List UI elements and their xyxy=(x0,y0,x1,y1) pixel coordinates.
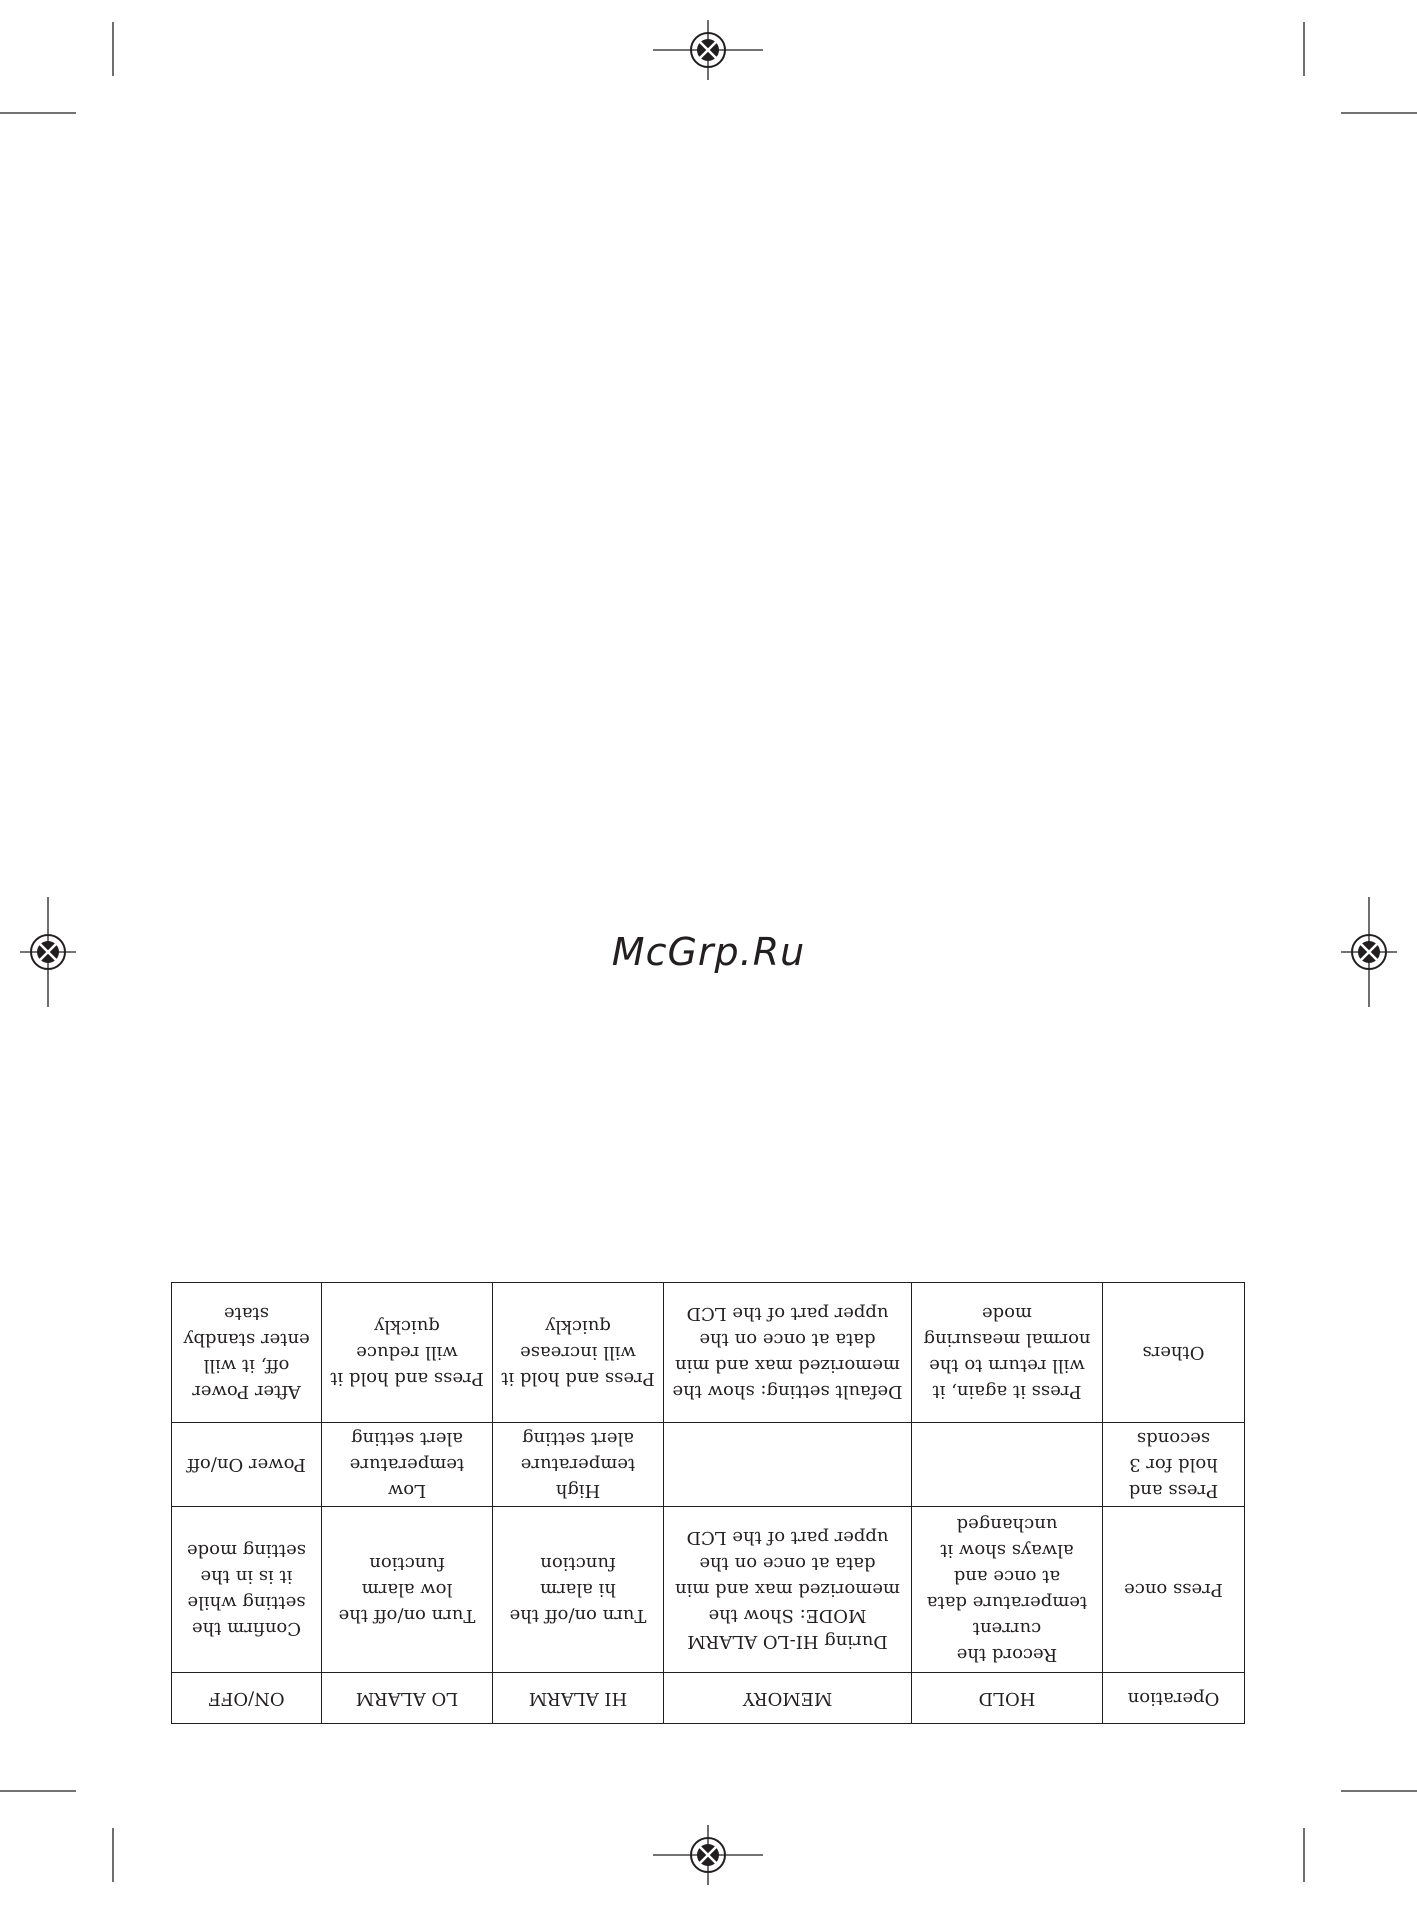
registration-mark-icon xyxy=(653,20,763,80)
watermark: McGrp.Ru xyxy=(611,930,806,974)
header-hi-alarm: HI ALARM xyxy=(493,1673,664,1724)
table-cell: Press and hold it will increase quickly xyxy=(493,1283,664,1423)
table-cell: Press and hold it will reduce quickly xyxy=(322,1283,493,1423)
table-cell: After Power off, it will enter standby state xyxy=(172,1283,322,1423)
table-cell: Power On/off xyxy=(172,1423,322,1507)
table-header-row xyxy=(172,1673,1245,1724)
table-cell: Press it again, it will return to the normal measuring mode xyxy=(912,1283,1103,1423)
table-cell: Turn on/off the low alarm function xyxy=(322,1507,493,1673)
table-cell: Press and hold for 3 seconds xyxy=(1103,1423,1245,1507)
table-cell: Default setting: show the memorized max and min data at once on the upper part of the LCD xyxy=(664,1283,912,1423)
header-lo-alarm: LO ALARM xyxy=(322,1673,493,1724)
table-cell: Turn on/off the hi alarm function xyxy=(493,1507,664,1673)
table-cell: Press once xyxy=(1103,1507,1245,1673)
crop-mark-icon xyxy=(0,22,113,113)
registration-mark-icon xyxy=(653,1825,763,1885)
crop-mark-icon xyxy=(0,1791,113,1882)
header-operation: Operation xyxy=(1103,1673,1245,1724)
table-cell: Others xyxy=(1103,1283,1245,1423)
header-memory: MEMORY xyxy=(664,1673,912,1724)
header-on-off: ON/OFF xyxy=(172,1673,322,1724)
header-hold: HOLD xyxy=(912,1673,1103,1724)
crop-mark-icon xyxy=(1304,1791,1417,1882)
table-row xyxy=(172,1283,1245,1423)
table-cell: Low temperature alert setting xyxy=(322,1423,493,1507)
table-cell xyxy=(912,1423,1103,1507)
operations-table-rotated xyxy=(172,1286,1245,1724)
table-cell: During HI-LO ALARM MODE: Show the memorized max and min data at once on the upper part of the LCD xyxy=(664,1507,912,1673)
table-cell: Confirm the setting while it is in the setting mode xyxy=(172,1507,322,1673)
table-row xyxy=(172,1507,1245,1673)
crop-mark-icon xyxy=(1304,22,1417,113)
table-cell: Record the current temperature data at once and always show it unchanged xyxy=(912,1507,1103,1673)
operations-table xyxy=(171,1282,1245,1724)
table-cell: High temperature alert setting xyxy=(493,1423,664,1507)
table-cell xyxy=(664,1423,912,1507)
table-row xyxy=(172,1423,1245,1507)
